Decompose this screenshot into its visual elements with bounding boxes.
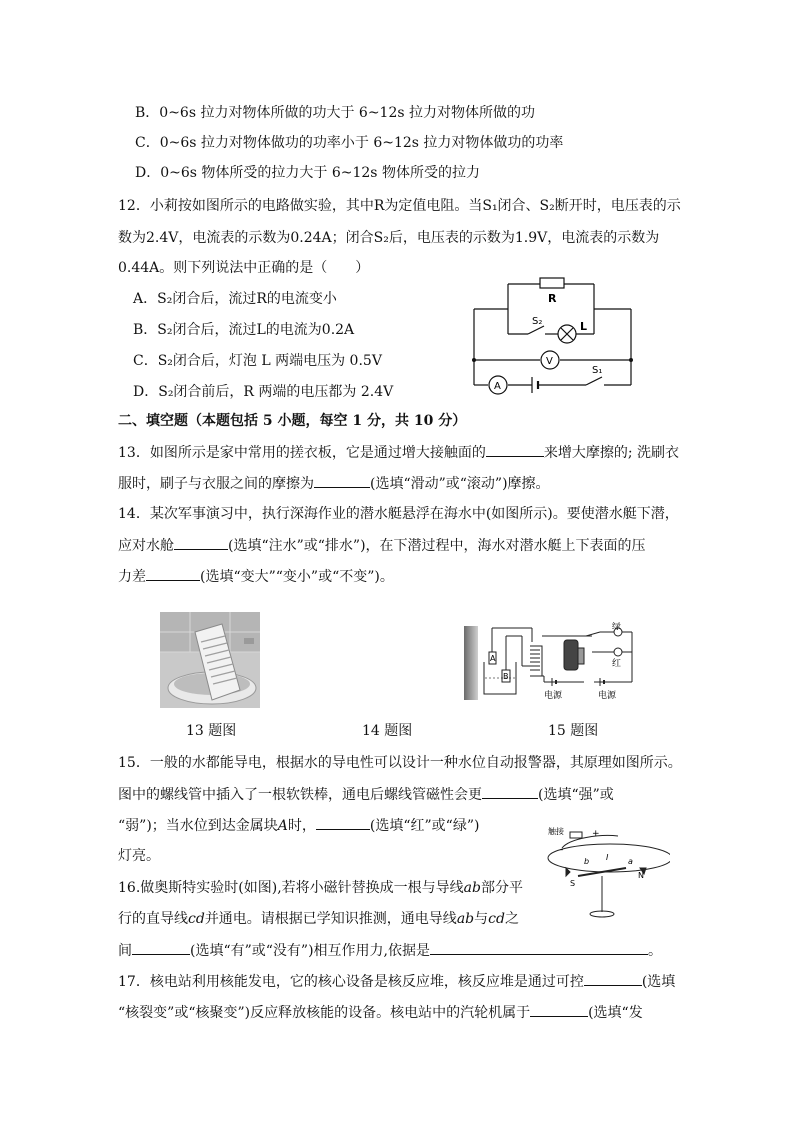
q13-text-a: 13．如图所示是家中常用的搓衣板，它是通过增大接触面的 bbox=[118, 445, 486, 461]
label-power-1: 电源 bbox=[544, 691, 563, 701]
q17-text-c: “核裂变”或“核聚变”)反应释放核能的设备。核电站中的汽轮机属于 bbox=[118, 1005, 531, 1021]
q16-text-e: 与 bbox=[474, 911, 489, 927]
q11-option-c: C．0~6s 拉力对物体做功的功率小于 6~12s 拉力对物体做功的功率 bbox=[135, 135, 564, 151]
q15-text-d: 时， bbox=[287, 818, 316, 834]
q12-stem-line3: 0.44A。则下列说法中正确的是（ ） bbox=[118, 260, 370, 276]
q15-text-e: (选填“红”或“绿”) bbox=[369, 818, 480, 834]
q13-line1 bbox=[118, 442, 679, 463]
caption-fig-13: 13 题图 bbox=[186, 723, 237, 739]
q15-text-c: “弱”)；当水位到达金属块 bbox=[118, 818, 278, 834]
q16-line2 bbox=[118, 909, 519, 929]
solenoid bbox=[564, 640, 578, 670]
q13-blank-2[interactable] bbox=[314, 473, 370, 488]
q14-text-a: 应对水舱 bbox=[118, 538, 174, 554]
q12-stem-line1: 12．小莉按如图所示的电路做实验，其中R为定值电阻。当S₁闭合、S₂断开时，电压表的示 bbox=[118, 198, 681, 214]
q16-var-cd: cd bbox=[188, 911, 205, 927]
q12-option-d: D．S₂闭合前后，R 两端的电压都为 2.4V bbox=[133, 384, 394, 400]
label-a: A bbox=[490, 654, 496, 663]
label-red: 红 bbox=[612, 659, 622, 669]
q16-blank-1[interactable] bbox=[132, 940, 190, 955]
q16-oersted-diagram bbox=[540, 824, 670, 924]
q15-blank-2[interactable] bbox=[316, 815, 370, 830]
q17-blank-2[interactable] bbox=[530, 1002, 588, 1017]
label-minus: - bbox=[560, 845, 564, 855]
q12-option-a: A．S₂闭合后，流过R的电流变小 bbox=[133, 291, 337, 307]
q15-text-b: (选填“强”或 bbox=[538, 787, 614, 803]
label-a: A bbox=[494, 381, 501, 392]
label-green: 绿 bbox=[612, 622, 622, 632]
q16-text-h: (选填“有”或“没有”)相互作用力,依据是 bbox=[190, 943, 431, 959]
label-i: I bbox=[606, 853, 609, 862]
section-2-heading: 二、填空题（本题包括 5 小题，每空 1 分，共 10 分） bbox=[118, 413, 467, 429]
label-touch: 触接 bbox=[548, 827, 564, 836]
label-n: N bbox=[638, 871, 644, 880]
q17-text-b: (选填 bbox=[641, 974, 676, 990]
q15-line3 bbox=[118, 815, 479, 836]
red-lamp-icon bbox=[614, 648, 622, 656]
q16-var-ab-2: ab bbox=[456, 911, 475, 927]
q13-washboard-photo bbox=[160, 612, 260, 708]
q13-line2 bbox=[118, 473, 550, 494]
q15-alarm-circuit-diagram bbox=[464, 622, 644, 704]
q16-var-cd-2: cd bbox=[488, 911, 505, 927]
q16-line3 bbox=[118, 940, 662, 961]
label-s1: S₁ bbox=[592, 365, 603, 376]
q14-blank-1[interactable] bbox=[174, 535, 228, 550]
q14-text-b: (选填“注水”或“排水”)，在下潜过程中，海水对潜水艇上下表面的压 bbox=[228, 538, 646, 554]
q15-line2 bbox=[118, 784, 614, 805]
q15-text-a: 图中的螺线管中插入了一根软铁棒，通电后螺线管磁性会更 bbox=[118, 787, 482, 803]
label-s2: S₂ bbox=[532, 316, 543, 327]
q16-blank-2[interactable] bbox=[430, 940, 648, 955]
q16-text-a: 16.做奥斯特实验时(如图),若将小磁针替换成一根与导线 bbox=[118, 880, 464, 896]
q13-text-b: 来增大摩擦的; 洗刷衣 bbox=[543, 445, 679, 461]
q16-text-d: 并通电。请根据已学知识推测，通电导线 bbox=[204, 911, 457, 927]
q14-text-d: (选填“变大”“变小”或“不变”)。 bbox=[200, 569, 394, 585]
q17-text-a: 17．核电站利用核能发电，它的核心设备是核反应堆，核反应堆是通过可控 bbox=[118, 974, 584, 990]
q14-blank-2[interactable] bbox=[146, 566, 200, 581]
q14-line3 bbox=[118, 566, 394, 587]
q17-blank-1[interactable] bbox=[584, 971, 642, 986]
q12-circuit-diagram bbox=[468, 272, 638, 400]
q16-var-ab: ab bbox=[463, 880, 481, 896]
q12-option-c: C．S₂闭合后，灯泡 L 两端电压为 0.5V bbox=[133, 353, 382, 369]
q16-text-c: 行的直导线 bbox=[118, 911, 188, 927]
q13-blank-1[interactable] bbox=[486, 442, 544, 457]
label-v: V bbox=[546, 356, 553, 367]
q15-var-a: A bbox=[277, 818, 288, 834]
label-power-2: 电源 bbox=[598, 691, 617, 701]
q17-line2 bbox=[118, 1002, 643, 1023]
label-r: R bbox=[548, 292, 557, 305]
q17-line1 bbox=[118, 971, 675, 992]
switch-s1 bbox=[586, 377, 602, 385]
q16-text-b: 部分平 bbox=[480, 880, 523, 896]
label-s: S bbox=[570, 879, 576, 888]
q15-line1: 15．一般的水都能导电，根据水的导电性可以设计一种水位自动报警器，其原理如图所示。 bbox=[118, 755, 682, 771]
q17-text-d: (选填“发 bbox=[588, 1005, 643, 1021]
q16-text-g: 间 bbox=[118, 943, 132, 959]
q11-option-b: B．0~6s 拉力对物体所做的功大于 6~12s 拉力对物体所做的功 bbox=[135, 105, 536, 121]
q11-option-d: D．0~6s 物体所受的拉力大于 6~12s 物体所受的拉力 bbox=[135, 165, 480, 181]
q14-line2 bbox=[118, 535, 646, 556]
q14-text-c: 力差 bbox=[118, 569, 146, 585]
q15-blank-1[interactable] bbox=[482, 784, 538, 799]
caption-fig-15: 15 题图 bbox=[548, 723, 599, 739]
submarine-scene bbox=[464, 626, 478, 700]
q16-text-f: 之 bbox=[504, 911, 519, 927]
q12-option-b: B．S₂闭合后，流过L的电流为0.2A bbox=[133, 322, 355, 338]
label-l: L bbox=[580, 320, 588, 333]
q16-line1 bbox=[118, 878, 523, 898]
label-plus: + bbox=[592, 829, 600, 839]
q16-text-i: 。 bbox=[648, 943, 663, 959]
q15-line4: 灯亮。 bbox=[118, 848, 160, 864]
q13-text-c: 服时，刷子与衣服之间的摩擦为 bbox=[118, 476, 314, 492]
q12-stem-line2: 数为2.4V，电流表的示数为0.24A；闭合S₂后，电压表的示数为1.9V，电流表的示数为 bbox=[118, 230, 660, 246]
caption-fig-14: 14 题图 bbox=[362, 723, 413, 739]
label-b: b bbox=[584, 857, 590, 866]
q14-line1: 14．某次军事演习中，执行深海作业的潜水艇悬浮在海水中(如图所示)。要使潜水艇下潜， bbox=[118, 506, 679, 522]
q13-text-d: (选填“滑动”或“滚动”)摩擦。 bbox=[370, 476, 550, 492]
label-b: B bbox=[503, 672, 509, 681]
resistor-r bbox=[540, 278, 564, 288]
label-a: a bbox=[628, 857, 633, 866]
